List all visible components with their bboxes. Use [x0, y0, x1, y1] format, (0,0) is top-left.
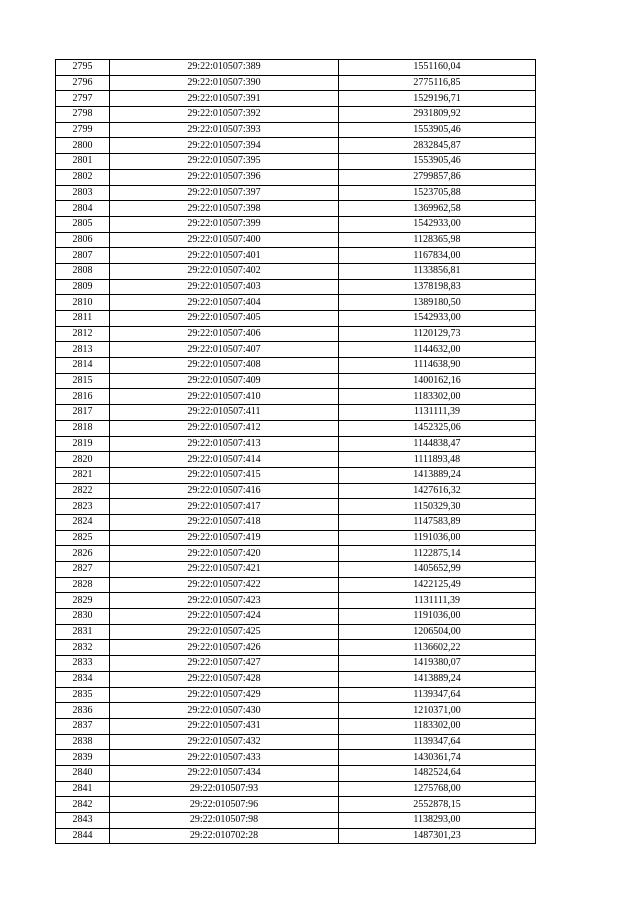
cadastral-number-cell: 29:22:010507:400: [110, 232, 339, 248]
value-cell: 1147583,89: [339, 514, 536, 530]
table-row: [56, 216, 536, 232]
cadastral-number-cell: 29:22:010507:408: [110, 358, 339, 374]
table-row: [56, 295, 536, 311]
cadastral-number-cell: 29:22:010507:401: [110, 248, 339, 264]
cadastral-number-cell: 29:22:010507:422: [110, 577, 339, 593]
row-number-cell: 2812: [56, 326, 110, 342]
row-number-cell: 2803: [56, 185, 110, 201]
table-row: [56, 781, 536, 797]
row-number-cell: 2822: [56, 483, 110, 499]
table-row: [56, 389, 536, 405]
row-number-cell: 2831: [56, 624, 110, 640]
cadastral-number-cell: 29:22:010507:405: [110, 311, 339, 327]
value-cell: 1183302,00: [339, 389, 536, 405]
row-number-cell: 2809: [56, 279, 110, 295]
table-row: [56, 436, 536, 452]
cadastral-number-cell: 29:22:010507:398: [110, 201, 339, 217]
table-row: [56, 562, 536, 578]
row-number-cell: 2817: [56, 405, 110, 421]
value-cell: 1369962,58: [339, 201, 536, 217]
cadastral-number-cell: 29:22:010507:404: [110, 295, 339, 311]
value-cell: 1136602,22: [339, 640, 536, 656]
value-cell: 1419380,07: [339, 656, 536, 672]
cadastral-number-cell: 29:22:010507:392: [110, 107, 339, 123]
value-cell: 1138293,00: [339, 813, 536, 829]
value-cell: 1191036,00: [339, 530, 536, 546]
row-number-cell: 2805: [56, 216, 110, 232]
row-number-cell: 2833: [56, 656, 110, 672]
value-cell: 1551160,04: [339, 60, 536, 76]
table-row: [56, 452, 536, 468]
table-row: [56, 232, 536, 248]
row-number-cell: 2813: [56, 342, 110, 358]
table-row: [56, 107, 536, 123]
table-row: [56, 671, 536, 687]
cadastral-number-cell: 29:22:010507:418: [110, 514, 339, 530]
table-row: [56, 624, 536, 640]
cadastral-number-cell: 29:22:010507:419: [110, 530, 339, 546]
cadastral-number-cell: 29:22:010507:427: [110, 656, 339, 672]
row-number-cell: 2811: [56, 311, 110, 327]
cadastral-number-cell: 29:22:010507:424: [110, 609, 339, 625]
value-cell: 1144838,47: [339, 436, 536, 452]
table-row: [56, 263, 536, 279]
table-row: [56, 656, 536, 672]
value-cell: 1400162,16: [339, 373, 536, 389]
cadastral-number-cell: 29:22:010702:28: [110, 828, 339, 844]
table-row: [56, 750, 536, 766]
row-number-cell: 2819: [56, 436, 110, 452]
row-number-cell: 2830: [56, 609, 110, 625]
row-number-cell: 2827: [56, 562, 110, 578]
table-body: [56, 60, 536, 844]
row-number-cell: 2798: [56, 107, 110, 123]
row-number-cell: 2829: [56, 593, 110, 609]
row-number-cell: 2823: [56, 499, 110, 515]
cadastral-number-cell: 29:22:010507:410: [110, 389, 339, 405]
table-row: [56, 122, 536, 138]
value-cell: 1131111,39: [339, 405, 536, 421]
table-row: [56, 60, 536, 76]
value-cell: 1191036,00: [339, 609, 536, 625]
table-row: [56, 169, 536, 185]
value-cell: 1452325,06: [339, 420, 536, 436]
row-number-cell: 2832: [56, 640, 110, 656]
cadastral-number-cell: 29:22:010507:409: [110, 373, 339, 389]
row-number-cell: 2842: [56, 797, 110, 813]
table-row: [56, 326, 536, 342]
table-row: [56, 138, 536, 154]
cadastral-number-cell: 29:22:010507:393: [110, 122, 339, 138]
value-cell: 2552878,15: [339, 797, 536, 813]
cadastral-number-cell: 29:22:010507:399: [110, 216, 339, 232]
cadastral-number-cell: 29:22:010507:433: [110, 750, 339, 766]
cadastral-number-cell: 29:22:010507:396: [110, 169, 339, 185]
value-cell: 1405652,99: [339, 562, 536, 578]
row-number-cell: 2814: [56, 358, 110, 374]
row-number-cell: 2818: [56, 420, 110, 436]
value-cell: 1183302,00: [339, 718, 536, 734]
cadastral-number-cell: 29:22:010507:428: [110, 671, 339, 687]
cadastral-number-cell: 29:22:010507:425: [110, 624, 339, 640]
value-cell: 1487301,23: [339, 828, 536, 844]
table-row: [56, 734, 536, 750]
cadastral-number-cell: 29:22:010507:391: [110, 91, 339, 107]
table-row: [56, 467, 536, 483]
value-cell: 1167834,00: [339, 248, 536, 264]
row-number-cell: 2825: [56, 530, 110, 546]
row-number-cell: 2815: [56, 373, 110, 389]
cadastral-number-cell: 29:22:010507:397: [110, 185, 339, 201]
table-row: [56, 311, 536, 327]
table-row: [56, 358, 536, 374]
cadastral-number-cell: 29:22:010507:402: [110, 263, 339, 279]
value-cell: 1120129,73: [339, 326, 536, 342]
value-cell: 1275768,00: [339, 781, 536, 797]
table-row: [56, 828, 536, 844]
cadastral-number-cell: 29:22:010507:395: [110, 154, 339, 170]
value-cell: 1144632,00: [339, 342, 536, 358]
table-row: [56, 91, 536, 107]
table-row: [56, 499, 536, 515]
row-number-cell: 2824: [56, 514, 110, 530]
table-row: [56, 154, 536, 170]
row-number-cell: 2800: [56, 138, 110, 154]
cadastral-number-cell: 29:22:010507:415: [110, 467, 339, 483]
cadastral-number-cell: 29:22:010507:417: [110, 499, 339, 515]
cadastral-number-cell: 29:22:010507:406: [110, 326, 339, 342]
table-row: [56, 483, 536, 499]
row-number-cell: 2841: [56, 781, 110, 797]
table-row: [56, 640, 536, 656]
cadastral-number-cell: 29:22:010507:390: [110, 75, 339, 91]
value-cell: 1131111,39: [339, 593, 536, 609]
row-number-cell: 2835: [56, 687, 110, 703]
value-cell: 2799857,86: [339, 169, 536, 185]
table-row: [56, 185, 536, 201]
value-cell: 1114638,90: [339, 358, 536, 374]
cadastral-number-cell: 29:22:010507:403: [110, 279, 339, 295]
row-number-cell: 2799: [56, 122, 110, 138]
value-cell: 1542933,00: [339, 216, 536, 232]
cadastral-number-cell: 29:22:010507:421: [110, 562, 339, 578]
row-number-cell: 2834: [56, 671, 110, 687]
table-row: [56, 279, 536, 295]
table-row: [56, 687, 536, 703]
cadastral-value-table: [55, 59, 536, 844]
cadastral-number-cell: 29:22:010507:426: [110, 640, 339, 656]
table-row: [56, 546, 536, 562]
cadastral-number-cell: 29:22:010507:411: [110, 405, 339, 421]
row-number-cell: 2838: [56, 734, 110, 750]
value-cell: 1542933,00: [339, 311, 536, 327]
value-cell: 1529196,71: [339, 91, 536, 107]
row-number-cell: 2836: [56, 703, 110, 719]
row-number-cell: 2828: [56, 577, 110, 593]
row-number-cell: 2844: [56, 828, 110, 844]
value-cell: 1389180,50: [339, 295, 536, 311]
cadastral-number-cell: 29:22:010507:412: [110, 420, 339, 436]
value-cell: 1553905,46: [339, 154, 536, 170]
row-number-cell: 2806: [56, 232, 110, 248]
row-number-cell: 2837: [56, 718, 110, 734]
table-row: [56, 577, 536, 593]
value-cell: 1523705,88: [339, 185, 536, 201]
cadastral-number-cell: 29:22:010507:429: [110, 687, 339, 703]
table-row: [56, 75, 536, 91]
table-row: [56, 593, 536, 609]
value-cell: 1210371,00: [339, 703, 536, 719]
cadastral-number-cell: 29:22:010507:434: [110, 765, 339, 781]
table-row: [56, 703, 536, 719]
table-row: [56, 514, 536, 530]
row-number-cell: 2807: [56, 248, 110, 264]
cadastral-number-cell: 29:22:010507:416: [110, 483, 339, 499]
value-cell: 1378198,83: [339, 279, 536, 295]
value-cell: 2775116,85: [339, 75, 536, 91]
row-number-cell: 2821: [56, 467, 110, 483]
cadastral-number-cell: 29:22:010507:93: [110, 781, 339, 797]
table-row: [56, 718, 536, 734]
value-cell: 1553905,46: [339, 122, 536, 138]
value-cell: 1427616,32: [339, 483, 536, 499]
cadastral-number-cell: 29:22:010507:430: [110, 703, 339, 719]
value-cell: 1430361,74: [339, 750, 536, 766]
row-number-cell: 2797: [56, 91, 110, 107]
table-row: [56, 420, 536, 436]
table-row: [56, 342, 536, 358]
table-row: [56, 765, 536, 781]
cadastral-number-cell: 29:22:010507:431: [110, 718, 339, 734]
cadastral-number-cell: 29:22:010507:414: [110, 452, 339, 468]
value-cell: 2931809,92: [339, 107, 536, 123]
row-number-cell: 2804: [56, 201, 110, 217]
value-cell: 1422125,49: [339, 577, 536, 593]
row-number-cell: 2826: [56, 546, 110, 562]
row-number-cell: 2802: [56, 169, 110, 185]
row-number-cell: 2820: [56, 452, 110, 468]
value-cell: 2832845,87: [339, 138, 536, 154]
row-number-cell: 2839: [56, 750, 110, 766]
cadastral-number-cell: 29:22:010507:407: [110, 342, 339, 358]
table-row: [56, 797, 536, 813]
value-cell: 1128365,98: [339, 232, 536, 248]
row-number-cell: 2801: [56, 154, 110, 170]
cadastral-number-cell: 29:22:010507:389: [110, 60, 339, 76]
value-cell: 1413889,24: [339, 671, 536, 687]
table-row: [56, 813, 536, 829]
table-row: [56, 373, 536, 389]
cadastral-number-cell: 29:22:010507:423: [110, 593, 339, 609]
value-cell: 1482524,64: [339, 765, 536, 781]
table-row: [56, 530, 536, 546]
row-number-cell: 2810: [56, 295, 110, 311]
value-cell: 1139347,64: [339, 687, 536, 703]
row-number-cell: 2840: [56, 765, 110, 781]
table-row: [56, 609, 536, 625]
cadastral-number-cell: 29:22:010507:420: [110, 546, 339, 562]
row-number-cell: 2816: [56, 389, 110, 405]
value-cell: 1206504,00: [339, 624, 536, 640]
value-cell: 1111893,48: [339, 452, 536, 468]
cadastral-number-cell: 29:22:010507:394: [110, 138, 339, 154]
cadastral-number-cell: 29:22:010507:413: [110, 436, 339, 452]
row-number-cell: 2808: [56, 263, 110, 279]
row-number-cell: 2796: [56, 75, 110, 91]
table-row: [56, 405, 536, 421]
value-cell: 1150329,30: [339, 499, 536, 515]
row-number-cell: 2843: [56, 813, 110, 829]
cadastral-number-cell: 29:22:010507:96: [110, 797, 339, 813]
table-row: [56, 201, 536, 217]
cadastral-number-cell: 29:22:010507:432: [110, 734, 339, 750]
value-cell: 1413889,24: [339, 467, 536, 483]
value-cell: 1139347,64: [339, 734, 536, 750]
value-cell: 1133856,81: [339, 263, 536, 279]
cadastral-number-cell: 29:22:010507:98: [110, 813, 339, 829]
value-cell: 1122875,14: [339, 546, 536, 562]
row-number-cell: 2795: [56, 60, 110, 76]
table-row: [56, 248, 536, 264]
